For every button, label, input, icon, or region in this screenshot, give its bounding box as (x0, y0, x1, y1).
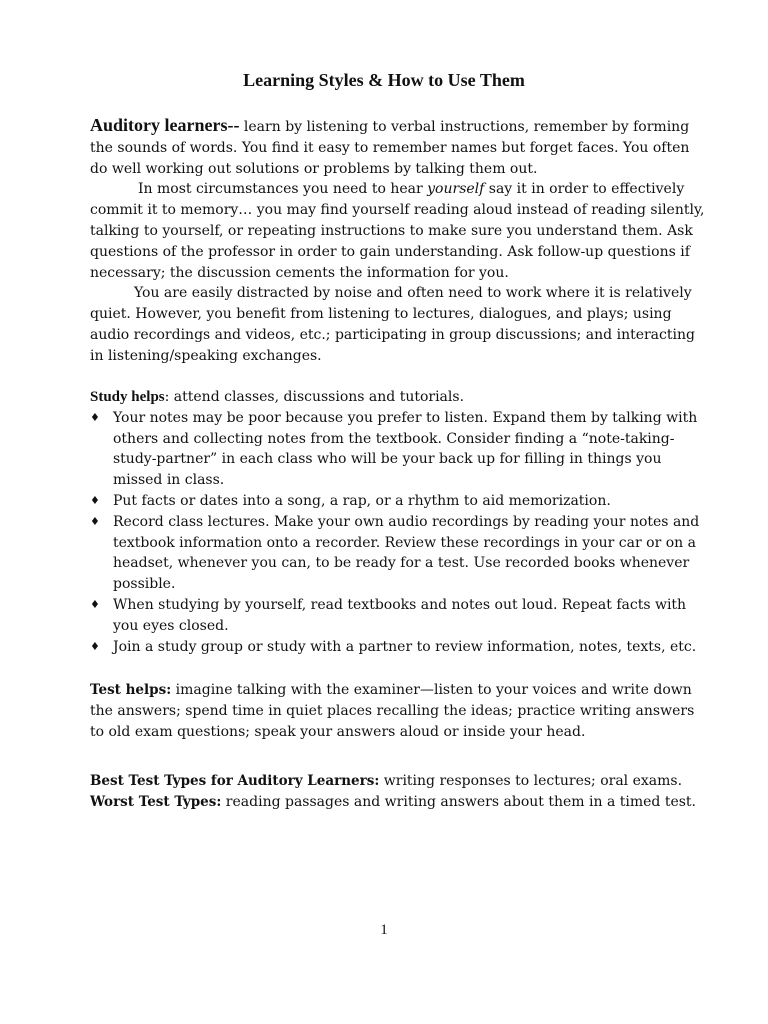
list-item-text: Put facts or dates into a song, a rap, or a rhythm to aid memorization. (113, 492, 611, 509)
test-types-section (90, 771, 708, 813)
list-item (90, 595, 708, 637)
best-test-types-text: writing responses to lectures; oral exams. (379, 773, 683, 789)
test-helps-paragraph (90, 680, 708, 742)
test-helps-section (90, 680, 708, 742)
best-test-types-line (90, 771, 708, 792)
study-helps-section (90, 387, 708, 657)
auditory-paragraph-2 (90, 179, 708, 283)
list-item (90, 512, 708, 595)
auditory-p2-after: say it in order to effectively commit it to memory… you may find yourself reading aloud instead of reading silently, talking to yourself, or repeating instructions to make sure you understand them. Ask questions of the professor in order to gain understanding. Ask follow-up questions if necessary; the discussion cements the information for you. (90, 181, 705, 281)
list-item-text: When studying by yourself, read textbooks and notes out loud. Repeat facts with you eyes closed. (113, 596, 687, 634)
study-helps-heading (90, 387, 708, 408)
study-helps-list (90, 408, 708, 658)
list-item (90, 637, 708, 658)
worst-test-types-line (90, 792, 708, 813)
diamond-bullet-icon: ♦ (90, 410, 100, 424)
test-helps-text: imagine talking with the examiner—listen to your voices and write down the answers; spend time in quiet places recalling the ideas; practice writing answers to old exam questions; speak your answers aloud or inside your head. (90, 682, 695, 740)
list-item (90, 491, 708, 512)
auditory-p2-before: In most circumstances you need to hear (138, 181, 428, 198)
best-test-types-label: Best Test Types for Auditory Learners: (90, 773, 380, 789)
study-helps-label: Study helps (90, 389, 165, 405)
list-item (90, 408, 708, 491)
page-title: Learning Styles & How to Use Them (243, 70, 525, 90)
diamond-bullet-icon: ♦ (90, 514, 100, 528)
page-number: 1 (380, 922, 388, 938)
list-item-text: Your notes may be poor because you prefer to listen. Expand them by talking with others and collecting notes from the textbook. Consider finding a “note-taking-study-partner” in each class who will be your back up for filling in things you missed in class. (113, 409, 698, 489)
auditory-paragraph-3: You are easily distracted by noise and often need to work where it is relatively quiet. However, you benefit from listening to lectures, dialogues, and plays; using audio recordings and videos, etc.; participating in group discussions; and interacting in listening/speaking exchanges. (90, 285, 695, 364)
auditory-intro-paragraph (90, 115, 708, 179)
worst-test-types-label: Worst Test Types: (90, 793, 222, 810)
diamond-bullet-icon: ♦ (90, 597, 100, 611)
list-item-text: Join a study group or study with a partner to review information, notes, texts, etc. (113, 638, 697, 655)
diamond-bullet-icon: ♦ (90, 639, 100, 653)
test-helps-label: Test helps: (90, 682, 172, 698)
study-helps-text: : attend classes, discussions and tutorials. (164, 389, 465, 405)
worst-test-types-text: reading passages and writing answers about them in a timed test. (221, 793, 696, 810)
list-item-text: Record class lectures. Make your own audio recordings by reading your notes and textbook information onto a recorder. Review these recordings in your car or on a headset, whenever you can, to be ready for a test. Use recorded books whenever possible. (113, 513, 700, 593)
auditory-p2-emphasis: yourself (427, 181, 485, 198)
auditory-section (90, 115, 708, 367)
diamond-bullet-icon: ♦ (90, 493, 100, 507)
auditory-lead-heading: Auditory learners-- (90, 115, 240, 135)
auditory-intro-text: learn by listening to verbal instructions, remember by forming the sounds of words. You find it easy to remember names but forget faces. You often do well working out solutions or problems by talking them out. (90, 119, 690, 177)
